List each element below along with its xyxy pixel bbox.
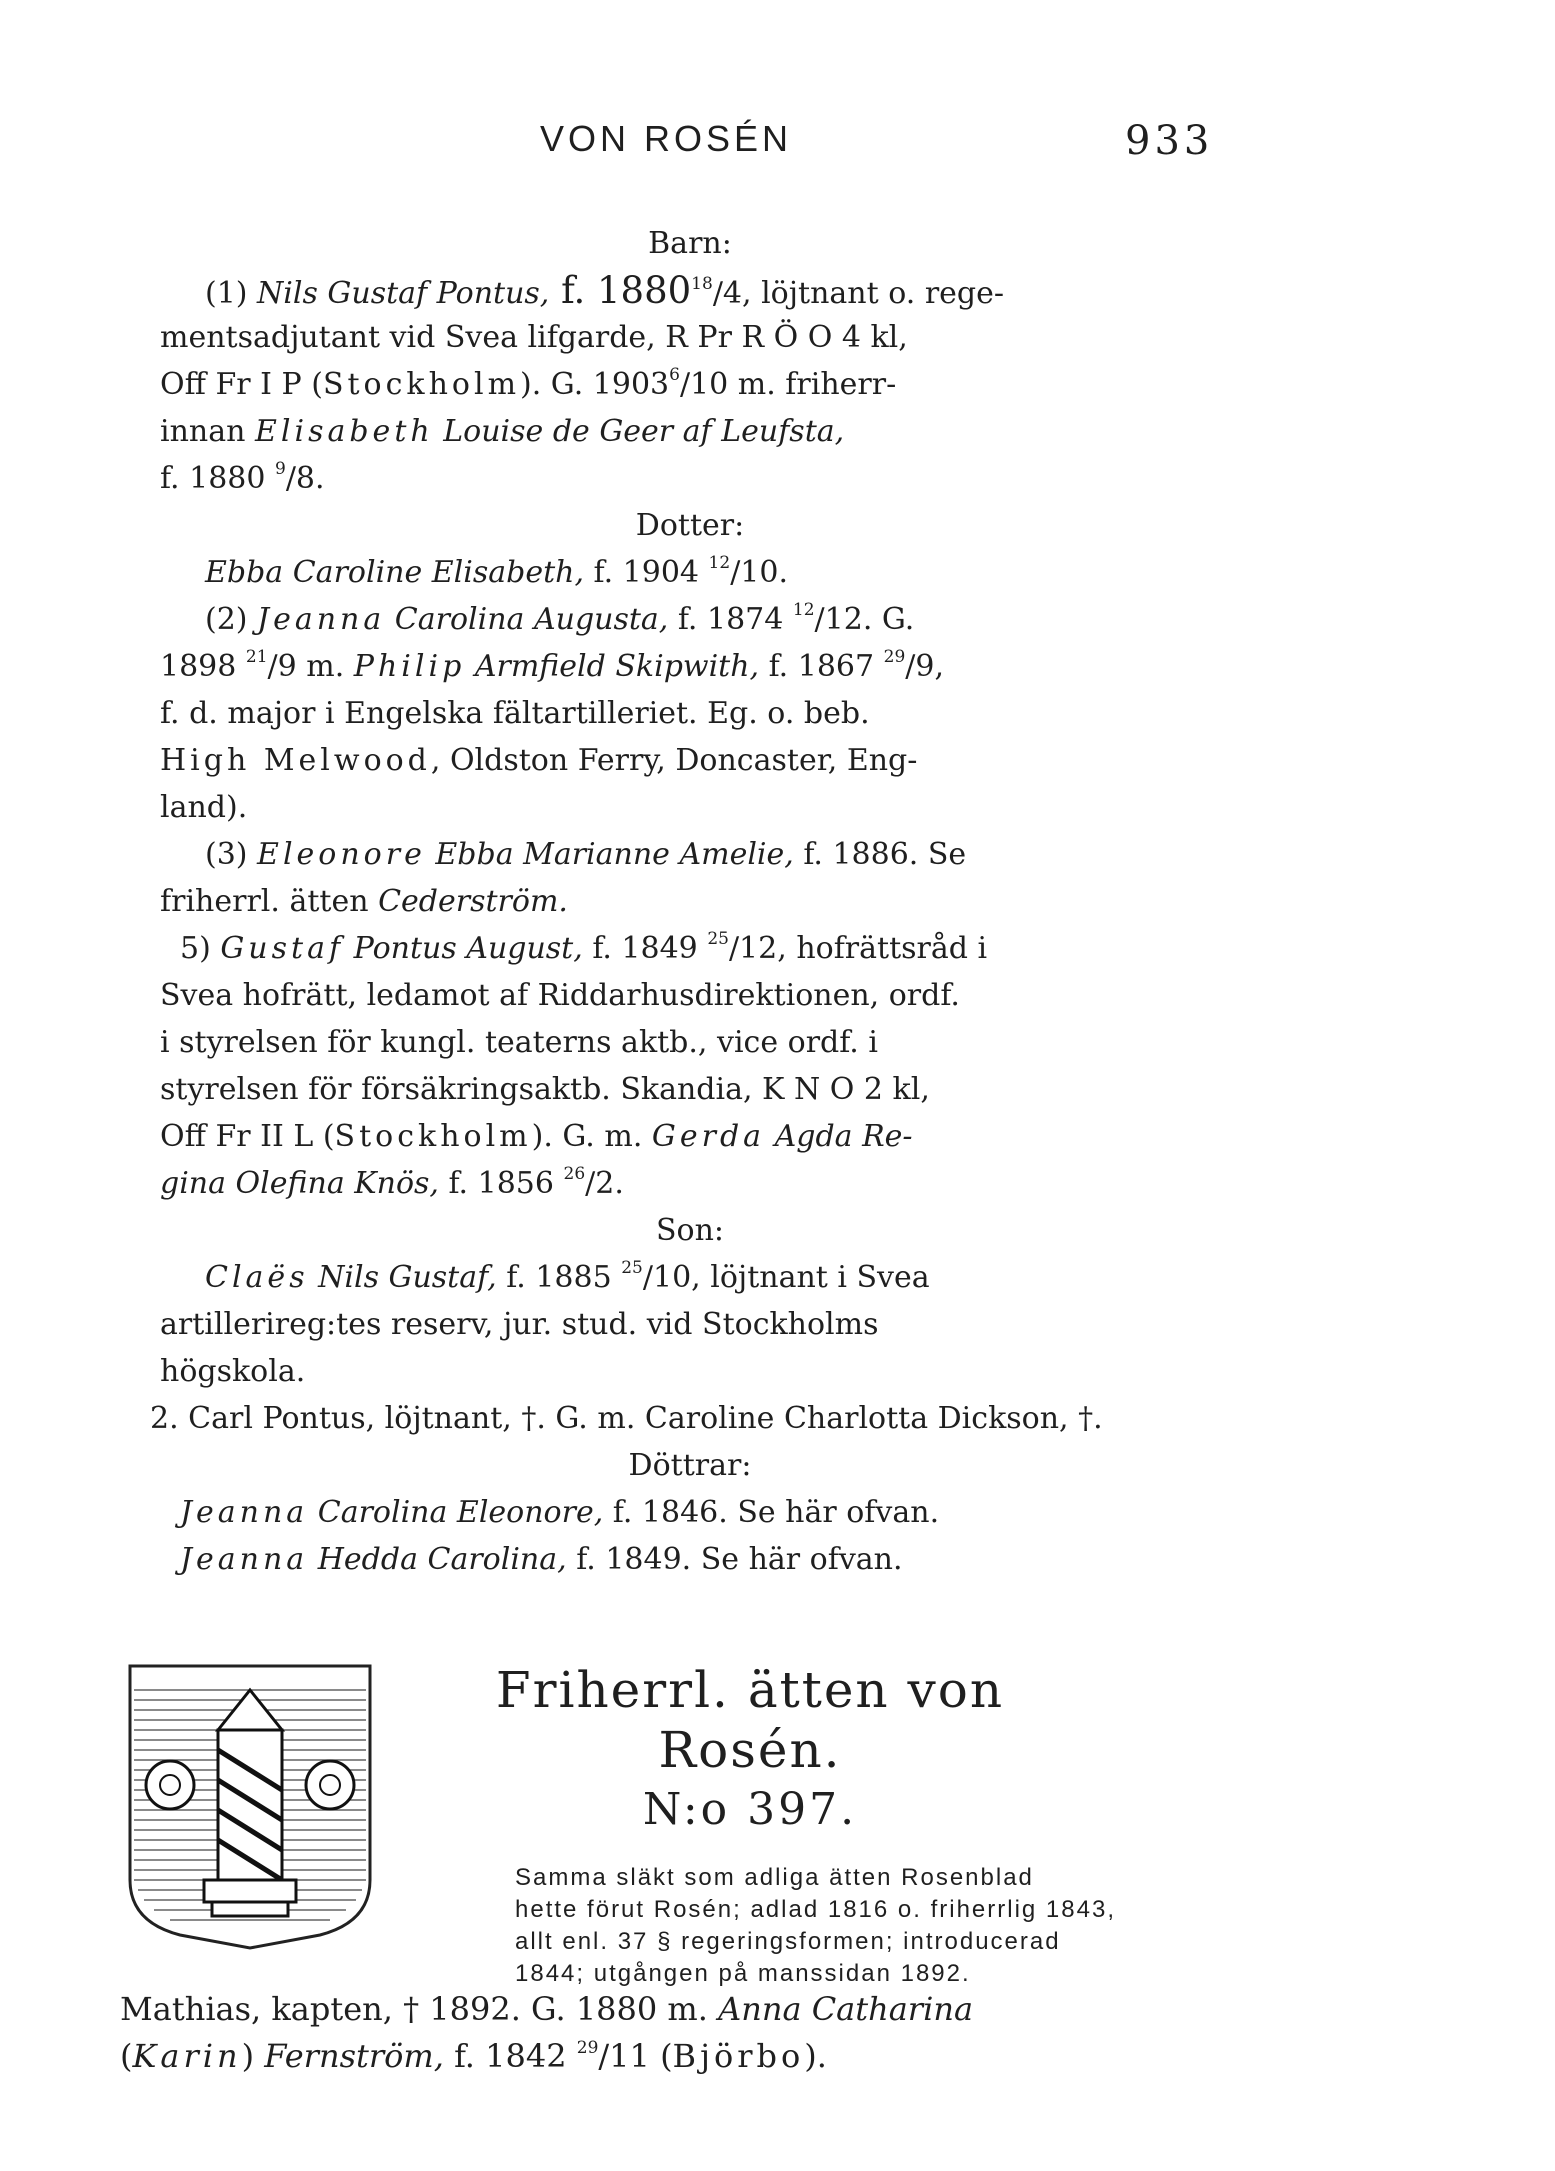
child-1-line-1: (1) Nils Gustaf Pontus, f. 1880$^{18}$/4, löjtnant o. rege- (205, 269, 1005, 312)
child-2-line-4: High Melwood, Oldston Ferry, Doncaster, Eng- (160, 743, 918, 778)
section-number: N:o 397. (642, 1784, 858, 1835)
child-2-line-2: 1898 $^{21}$/9 m. Philip Armfield Skipwith, f. 1867 $^{29}$/9, (160, 647, 944, 684)
dotter-heading: Dotter: (635, 508, 745, 543)
granddaughter-line: Ebba Caroline Elisabeth, f. 1904 $^{12}$/10. (205, 553, 789, 590)
mathias-line-1: Mathias, kapten, † 1892. G. 1880 m. Anna Catharina (120, 1990, 974, 2028)
child-2-line-5: land). (160, 790, 248, 825)
child-1-line-5: f. 1880 $^9$/8. (160, 459, 325, 496)
grandson-line-2: artillerireg:tes reserv, jur. stud. vid Stockholms (160, 1307, 879, 1342)
section-heading (420, 1660, 1240, 1990)
coat-of-arms-icon (120, 1660, 380, 1950)
section-note-line: 1844; utgången på manssidan 1892. (515, 1960, 971, 1987)
child-3-line-1: (3) Eleonore Ebba Marianne Amelie, f. 1886. Se (205, 837, 967, 872)
child-2-line-1: (2) Jeanna Carolina Augusta, f. 1874 $^{12}$/12. G. (205, 600, 915, 637)
page-number: 933 (1125, 118, 1214, 164)
son-5-line-5: Off Fr II L (Stockholm). G. m. Gerda Agda Re- (160, 1119, 913, 1154)
son-5-line-3: i styrelsen för kungl. teaterns aktb., vice ordf. i (160, 1025, 878, 1060)
son-5-line-1: 5) Gustaf Pontus August, f. 1849 $^{25}$/12, hofrättsråd i (180, 929, 988, 966)
child-2-line-3: f. d. major i Engelska fältartilleriet. Eg. o. beb. (160, 696, 870, 731)
running-head-title: VON ROSÉN (540, 118, 793, 159)
barn-heading: Barn: (648, 226, 732, 261)
son-5-line-4: styrelsen för försäkringsaktb. Skandia, K N O 2 kl, (160, 1072, 930, 1107)
running-head (0, 118, 1555, 168)
dottrar-heading: Döttrar: (628, 1448, 752, 1483)
mathias-entry (120, 1985, 1240, 2079)
genealogy-entries (150, 220, 1230, 1583)
daughter-1-line: Jeanna Carolina Eleonore, f. 1846. Se här ofvan. (180, 1495, 940, 1530)
grandson-line-3: högskola. (160, 1354, 306, 1389)
grandson-line-1: Claës Nils Gustaf, f. 1885 $^{25}$/10, löjtnant i Svea (205, 1258, 930, 1295)
daughter-2-line: Jeanna Hedda Carolina, f. 1849. Se här ofvan. (180, 1542, 903, 1577)
son-5-line-2: Svea hofrätt, ledamot af Riddarhusdirektionen, ordf. (160, 978, 960, 1013)
item-2-line: 2. Carl Pontus, löjtnant, †. G. m. Caroline Charlotta Dickson, †. (150, 1401, 1103, 1436)
child-3-line-2: friherrl. ätten Cederström. (160, 884, 568, 919)
section-note-line: allt enl. 37 § regeringsformen; introducerad (515, 1928, 1061, 1955)
section-title: Friherrl. ätten von Rosén. (495, 1661, 1005, 1779)
child-1-line-3: Off Fr I P (Stockholm). G. 1903$^6$/10 m. friherr- (160, 365, 897, 402)
child-1-line-4: innan Elisabeth Louise de Geer af Leufsta, (160, 414, 845, 449)
son-5-line-6: gina Olefina Knös, f. 1856 $^{26}$/2. (160, 1164, 624, 1201)
son-heading: Son: (655, 1213, 725, 1248)
section-note-line: hette förut Rosén; adlad 1816 o. friherrlig 1843, (515, 1896, 1116, 1923)
family-section (120, 1660, 1240, 1987)
child-1-line-2: mentsadjutant vid Svea lifgarde, R Pr R Ö O 4 kl, (160, 320, 908, 355)
section-note-line: Samma släkt som adliga ätten Rosenblad (515, 1864, 1034, 1891)
mathias-line-2: (Karin) Fernström, f. 1842 $^{29}$/11 (Björbo). (120, 2037, 827, 2075)
